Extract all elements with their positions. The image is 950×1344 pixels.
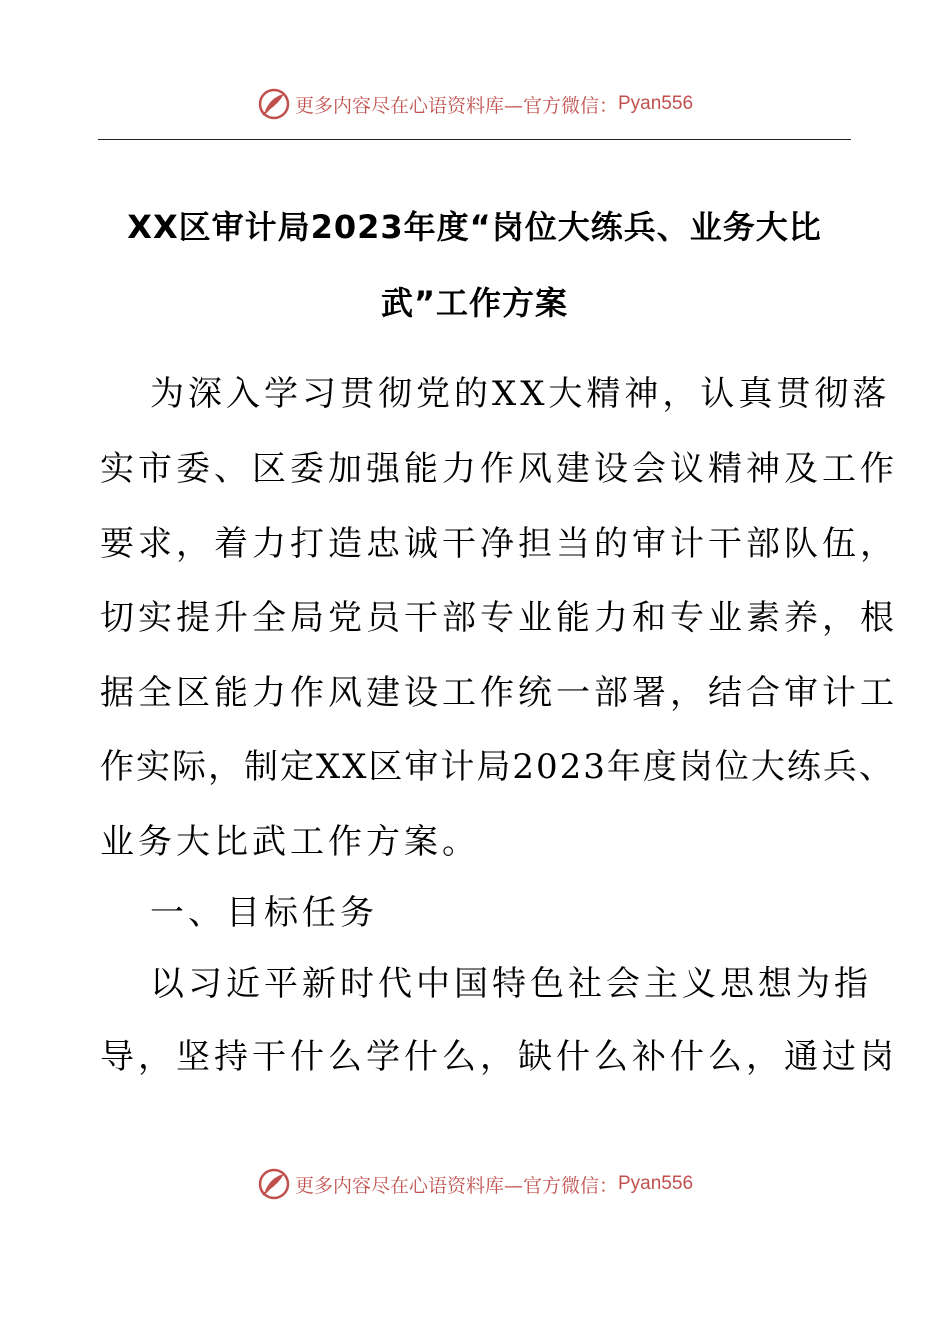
document-title-line-1: XX区审计局2023年度“岗位大练兵、业务大比	[127, 208, 822, 246]
banner-brand-text: 更多内容尽在心语资料库—官方微信：	[294, 94, 618, 117]
banner-wechat-id: Pyan556	[618, 1173, 694, 1194]
body-line: 为深入学习贯彻党的XX大精神，认真贯彻落	[150, 374, 891, 414]
footer-banner	[0, 1164, 950, 1204]
body-line: 作实际，制定XX区审计局2023年度岗位大练兵、	[100, 747, 895, 787]
header-divider	[98, 139, 851, 140]
body-line: 业务大比武工作方案。	[100, 822, 480, 862]
header-banner	[0, 84, 950, 124]
pen-logo-icon	[257, 1167, 291, 1201]
banner-wechat-id: Pyan556	[618, 93, 694, 114]
body-line: 要求，着力打造忠诚干净担当的审计干部队伍，	[100, 524, 898, 564]
body-line: 据全区能力作风建设工作统一部署，结合审计工	[100, 673, 898, 713]
body-line: 导，坚持干什么学什么，缺什么补什么，通过岗	[100, 1037, 898, 1077]
banner-brand-text: 更多内容尽在心语资料库—官方微信：	[294, 1174, 618, 1197]
pen-logo-icon	[257, 87, 291, 121]
document-title-line-2: 武”工作方案	[380, 284, 569, 322]
body-line: 切实提升全局党员干部专业能力和专业素养，根	[100, 598, 898, 638]
body-line: 以习近平新时代中国特色社会主义思想为指	[150, 964, 872, 1004]
body-line: 实市委、区委加强能力作风建设会议精神及工作	[100, 449, 898, 489]
section-heading: 一、目标任务	[150, 893, 378, 933]
